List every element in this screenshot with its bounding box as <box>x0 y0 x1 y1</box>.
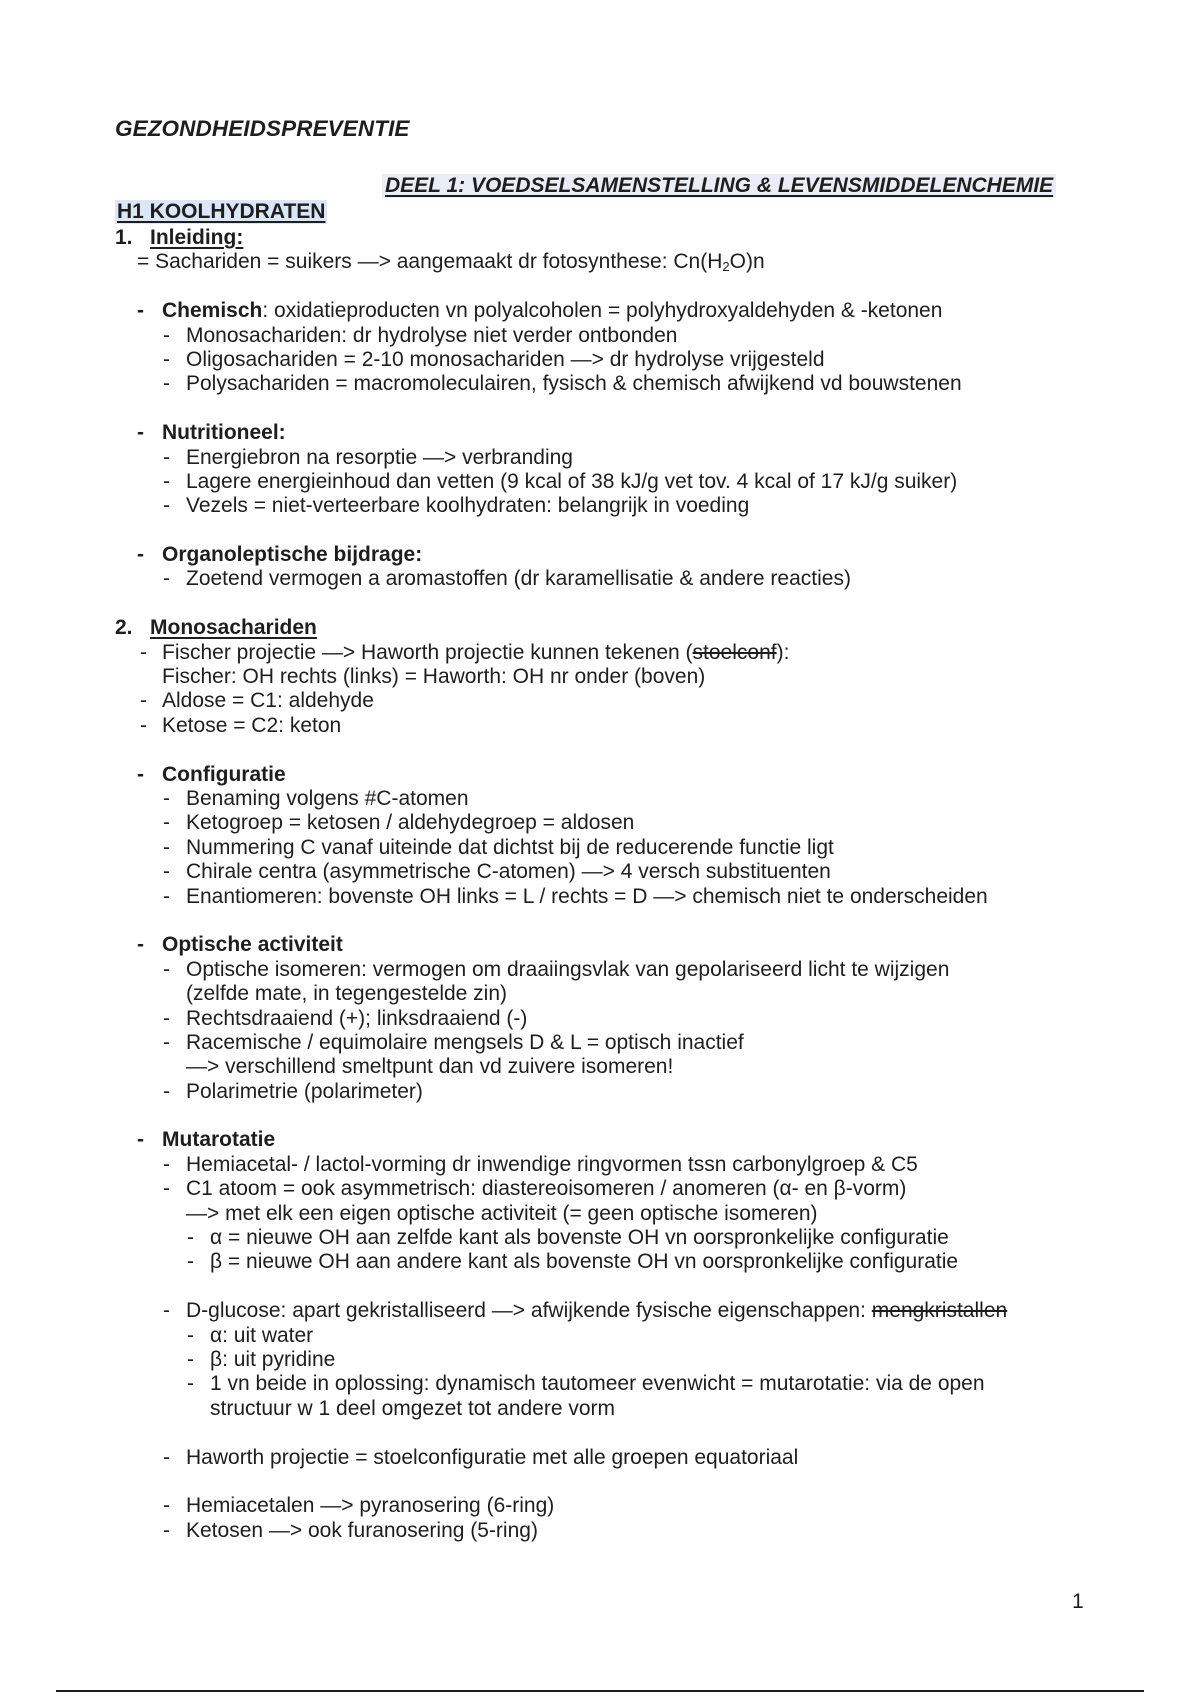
bullet-dash: - <box>137 543 144 567</box>
bullet-dash: - <box>137 299 144 323</box>
bullet-dash: - <box>187 1250 194 1274</box>
list-item <box>0 1494 1200 1518</box>
item-text: β = nieuwe OH aan andere kant als bovenste OH vn oorspronkelijke configuratie <box>210 1250 959 1274</box>
item-text: Monosachariden: dr hydrolyse niet verder ontbonden <box>186 323 678 347</box>
list-item <box>0 372 1200 396</box>
list-item <box>0 348 1200 372</box>
bullet-dash: - <box>163 469 170 493</box>
bullet-dash: - <box>140 689 147 713</box>
list-item <box>0 421 1200 445</box>
bullet-dash: - <box>163 835 170 859</box>
item-text: Nummering C vanaf uiteinde dat dichtst bij de reducerende functie ligt <box>186 835 834 859</box>
list-item-continuation <box>0 665 1200 689</box>
section-title: Monosachariden <box>150 616 317 640</box>
item-text: Ketose = C2: keton <box>162 713 342 737</box>
bullet-dash: - <box>163 1006 170 1030</box>
bullet-dash: - <box>140 640 147 664</box>
section-heading <box>0 226 1200 250</box>
section-title: Inleiding: <box>150 226 244 249</box>
list-item <box>0 324 1200 348</box>
list-item <box>0 446 1200 470</box>
bullet-dash: - <box>140 713 147 737</box>
intro-text: = Sachariden = suikers —> aangemaakt dr fotosynthese: Cn(H <box>137 250 723 274</box>
bullet-dash: - <box>163 1445 170 1469</box>
item-text-end: ): <box>776 640 790 664</box>
section-number: 2. <box>115 616 133 640</box>
bullet-dash: - <box>163 494 170 518</box>
list-item-continuation <box>0 1055 1200 1079</box>
bullet-dash: - <box>163 372 170 396</box>
bullet-dash: - <box>163 1079 170 1103</box>
item-text: α = nieuwe OH aan zelfde kant als bovenste OH vn oorspronkelijke configuratie <box>210 1226 949 1250</box>
chapter-title: H1 KOOLHYDRATEN <box>117 200 326 223</box>
item-label: Optische activiteit <box>162 933 343 957</box>
page-number: 1 <box>1072 1590 1084 1613</box>
bullet-dash: - <box>163 884 170 908</box>
item-text: β: uit pyridine <box>210 1347 336 1371</box>
bullet-dash: - <box>163 860 170 884</box>
bullet-dash: - <box>137 421 144 445</box>
bullet-dash: - <box>163 811 170 835</box>
item-text: Lagere energieinhoud dan vetten (9 kcal of 38 kJ/g vet tov. 4 kcal of 17 kJ/g suiker) <box>186 469 958 493</box>
item-text: Rechtsdraaiend (+); linksdraaiend (-) <box>186 1006 528 1030</box>
list-item <box>0 1519 1200 1543</box>
item-text: Aldose = C1: aldehyde <box>162 689 374 713</box>
list-item <box>0 1080 1200 1104</box>
item-text: Polarimetrie (polarimeter) <box>186 1079 423 1103</box>
bullet-dash: - <box>163 957 170 981</box>
list-item <box>0 689 1200 713</box>
bullet-dash: - <box>163 1177 170 1201</box>
list-item <box>0 1446 1200 1470</box>
bullet-dash: - <box>163 1494 170 1518</box>
subscript: 2 <box>722 259 730 275</box>
item-text: α: uit water <box>210 1323 314 1347</box>
item-label: Nutritioneel: <box>162 421 286 445</box>
item-text: Haworth projectie = stoelconfiguratie met alle groepen equatoriaal <box>186 1445 799 1469</box>
bullet-dash: - <box>163 1299 170 1323</box>
item-text: : oxidatieproducten vn polyalcoholen = polyhydroxyaldehyden & -ketonen <box>262 299 943 323</box>
list-item <box>0 836 1200 860</box>
bullet-dash: - <box>137 1128 144 1152</box>
list-item <box>0 763 1200 787</box>
bullet-dash: - <box>163 1152 170 1176</box>
item-text: C1 atoom = ook asymmetrisch: diastereoisomeren / anomeren (α- en β-vorm) <box>186 1177 907 1201</box>
section-heading <box>0 616 1200 640</box>
item-text: Vezels = niet-verteerbare koolhydraten: belangrijk in voeding <box>186 494 750 518</box>
list-item <box>0 543 1200 567</box>
item-text: Optische isomeren: vermogen om draaiingsvlak van gepolariseerd licht te wijzigen <box>186 957 950 981</box>
item-text: Oligosachariden = 2-10 monosachariden —> dr hydrolyse vrijgesteld <box>186 347 825 371</box>
bullet-dash: - <box>187 1347 194 1371</box>
bullet-dash: - <box>187 1372 194 1396</box>
item-text: Hemiacetal- / lactol-vorming dr inwendige ringvormen tssn carbonylgroep & C5 <box>186 1152 918 1176</box>
item-text: Hemiacetalen —> pyranosering (6-ring) <box>186 1494 555 1518</box>
document-body <box>0 226 1200 1543</box>
list-item <box>0 885 1200 909</box>
list-item <box>0 641 1200 665</box>
item-text: Ketosen —> ook furanosering (5-ring) <box>186 1518 538 1542</box>
list-item <box>0 1324 1200 1348</box>
item-text: Ketogroep = ketosen / aldehydegroep = aldosen <box>186 811 635 835</box>
bullet-dash: - <box>187 1226 194 1250</box>
item-text: 1 vn beide in oplossing: dynamisch tautomeer evenwicht = mutarotatie: via de open <box>210 1372 985 1396</box>
page-title: GEZONDHEIDSPREVENTIE <box>115 116 410 141</box>
struck-text: mengkristallen <box>871 1299 1008 1323</box>
list-item <box>0 470 1200 494</box>
item-text: Fischer projectie —> Haworth projectie kunnen tekenen ( <box>162 640 693 664</box>
list-item <box>0 933 1200 957</box>
section-number: 1. <box>115 226 133 249</box>
bullet-dash: - <box>137 762 144 786</box>
bullet-dash: - <box>163 1030 170 1054</box>
bullet-dash: - <box>163 1518 170 1542</box>
item-text: Energiebron na resorptie —> verbranding <box>186 445 573 469</box>
footer-divider <box>56 1690 1144 1692</box>
list-item <box>0 1007 1200 1031</box>
item-text: D-glucose: apart gekristalliseerd —> afwijkende fysische eigenschappen: <box>186 1299 872 1323</box>
item-text: (zelfde mate, in tegengestelde zin) <box>186 982 508 1006</box>
item-text: Enantiomeren: bovenste OH links = L / rechts = D —> chemisch niet te onderscheiden <box>186 884 988 908</box>
item-text: Chirale centra (asymmetrische C-atomen) —> 4 versch substituenten <box>186 860 831 884</box>
bullet-dash: - <box>163 347 170 371</box>
list-item <box>0 1177 1200 1201</box>
item-text: —> verschillend smeltpunt dan vd zuivere isomeren! <box>186 1055 674 1079</box>
list-item <box>0 1031 1200 1055</box>
bullet-dash: - <box>163 323 170 347</box>
item-text: Zoetend vermogen a aromastoffen (dr karamellisatie & andere reacties) <box>186 567 851 591</box>
list-item <box>0 1128 1200 1152</box>
item-label: Organoleptische bijdrage: <box>162 543 423 567</box>
item-text: Fischer: OH rechts (links) = Haworth: OH nr onder (boven) <box>162 665 706 689</box>
list-item <box>0 811 1200 835</box>
list-item <box>0 714 1200 738</box>
list-item <box>0 958 1200 982</box>
list-item-continuation <box>0 1202 1200 1226</box>
intro-text-end: O)n <box>729 250 765 274</box>
part-title: DEEL 1: VOEDSELSAMENSTELLING & LEVENSMIDDELENCHEMIE <box>382 174 1056 198</box>
list-item-continuation <box>0 982 1200 1006</box>
bullet-dash: - <box>163 445 170 469</box>
bullet-dash: - <box>187 1323 194 1347</box>
bullet-dash: - <box>137 933 144 957</box>
list-item <box>0 860 1200 884</box>
list-item <box>0 1348 1200 1372</box>
list-item-continuation <box>0 1397 1200 1421</box>
item-text: Racemische / equimolaire mengsels D & L = optisch inactief <box>186 1030 744 1054</box>
list-item <box>0 494 1200 518</box>
list-item <box>0 567 1200 591</box>
bullet-dash: - <box>163 786 170 810</box>
list-item <box>0 1250 1200 1274</box>
item-text: structuur w 1 deel omgezet tot andere vorm <box>210 1396 616 1420</box>
item-text: —> met elk een eigen optische activiteit (= geen optische isomeren) <box>186 1201 818 1225</box>
item-label: Configuratie <box>162 762 286 786</box>
item-label: Chemisch <box>162 299 263 323</box>
item-label: Mutarotatie <box>162 1128 276 1152</box>
list-item <box>0 1299 1200 1323</box>
list-item <box>0 1226 1200 1250</box>
intro-line <box>0 250 1200 274</box>
struck-text: stoelconf <box>692 640 777 664</box>
item-text: Benaming volgens #C-atomen <box>186 786 469 810</box>
list-item <box>0 299 1200 323</box>
bullet-dash: - <box>163 567 170 591</box>
item-text: Polysachariden = macromoleculairen, fysisch & chemisch afwijkend vd bouwstenen <box>186 372 962 396</box>
list-item <box>0 787 1200 811</box>
list-item <box>0 1372 1200 1396</box>
list-item <box>0 1153 1200 1177</box>
